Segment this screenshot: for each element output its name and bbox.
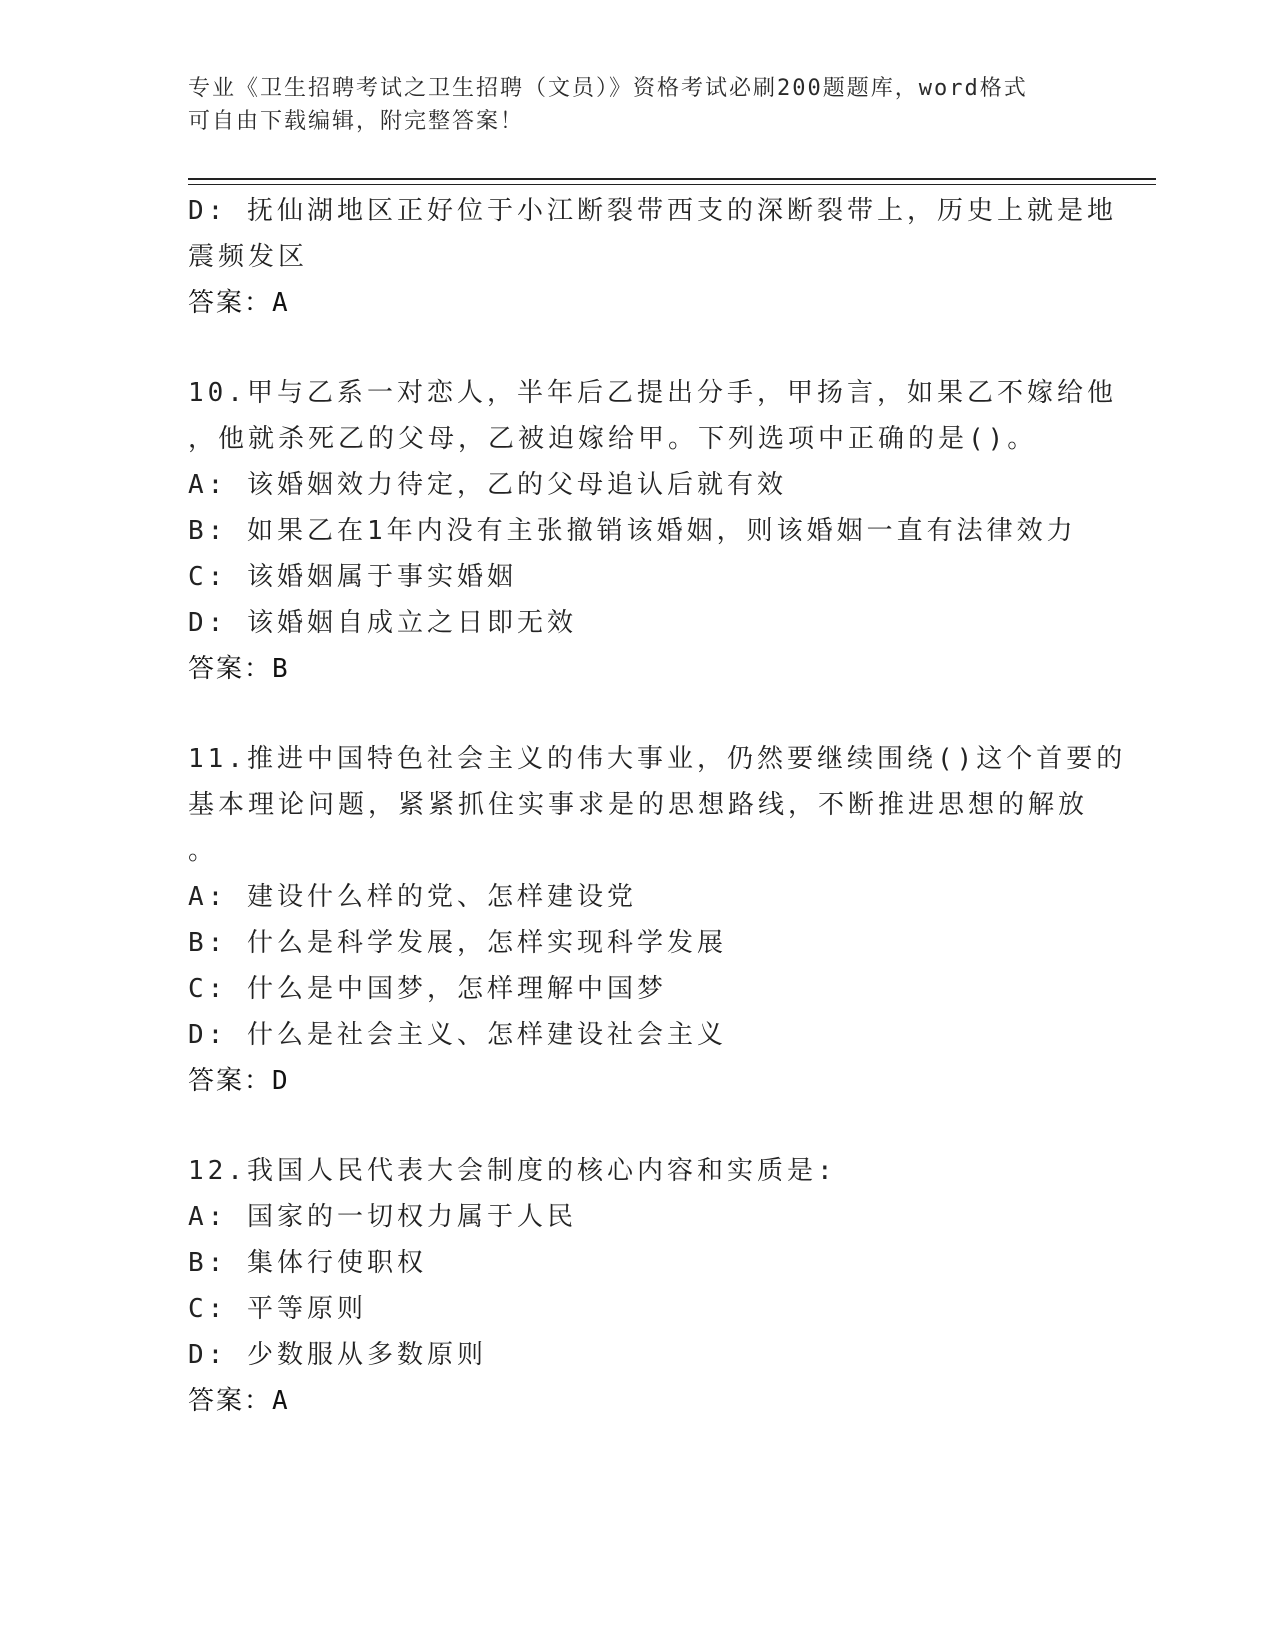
- answer-value: D: [272, 1066, 292, 1096]
- option-a: A: 国家的一切权力属于人民: [188, 1202, 577, 1232]
- answer-line: [188, 1378, 1088, 1424]
- answer-line: [188, 646, 1088, 692]
- option-d: D: 少数服从多数原则: [188, 1340, 487, 1370]
- question-11: [188, 736, 1127, 1104]
- answer-label: 答案：: [188, 654, 273, 684]
- answer-value: B: [272, 654, 292, 684]
- question-stem: 。: [188, 836, 219, 866]
- question-stem: ，他就杀死乙的父母，乙被迫嫁给甲。下列选项中正确的是()。: [188, 424, 1038, 454]
- answer-line: [188, 280, 1088, 326]
- option-c: C: 什么是中国梦，怎样理解中国梦: [188, 974, 667, 1004]
- option-b: B: 如果乙在1年内没有主张撤销该婚姻，则该婚姻一直有法律效力: [188, 516, 1077, 546]
- question-9-tail: [188, 188, 1117, 326]
- answer-label: 答案：: [188, 288, 273, 318]
- question-line: 震频发区: [188, 242, 309, 272]
- answer-value: A: [272, 288, 292, 318]
- option-a: A: 该婚姻效力待定，乙的父母追认后就有效: [188, 470, 787, 500]
- question-stem: 基本理论问题，紧紧抓住实事求是的思想路线，不断推进思想的解放: [188, 790, 1089, 820]
- block-spacer: [188, 1104, 1088, 1148]
- answer-label: 答案：: [188, 1066, 273, 1096]
- header-divider-thin: [188, 184, 1156, 185]
- header-line-1: 专业《卫生招聘考试之卫生招聘（文员）》资格考试必刷200题题库，word格式: [188, 76, 1028, 101]
- option-b: B: 什么是科学发展，怎样实现科学发展: [188, 928, 727, 958]
- question-stem: 12.我国人民代表大会制度的核心内容和实质是:: [188, 1156, 837, 1186]
- block-spacer: [188, 326, 1088, 370]
- header-divider-thick: [188, 178, 1156, 180]
- question-12: [188, 1148, 1088, 1424]
- question-stem: 11.推进中国特色社会主义的伟大事业，仍然要继续围绕()这个首要的: [188, 744, 1127, 774]
- option-c: C: 平等原则: [188, 1294, 367, 1324]
- option-b: B: 集体行使职权: [188, 1248, 427, 1278]
- question-stem: 10.甲与乙系一对恋人，半年后乙提出分手，甲扬言，如果乙不嫁给他: [188, 378, 1117, 408]
- answer-value: A: [272, 1386, 292, 1416]
- question-line: D: 抚仙湖地区正好位于小江断裂带西支的深断裂带上，历史上就是地: [188, 196, 1117, 226]
- option-a: A: 建设什么样的党、怎样建设党: [188, 882, 637, 912]
- document-header: [188, 72, 1088, 138]
- option-d: D: 什么是社会主义、怎样建设社会主义: [188, 1020, 727, 1050]
- answer-line: [188, 1058, 1088, 1104]
- option-d: D: 该婚姻自成立之日即无效: [188, 608, 577, 638]
- answer-label: 答案：: [188, 1386, 273, 1416]
- block-spacer: [188, 692, 1088, 736]
- question-list: [188, 188, 1127, 1424]
- header-line-2: 可自由下载编辑，附完整答案！: [188, 109, 525, 134]
- question-10: [188, 370, 1117, 692]
- option-c: C: 该婚姻属于事实婚姻: [188, 562, 517, 592]
